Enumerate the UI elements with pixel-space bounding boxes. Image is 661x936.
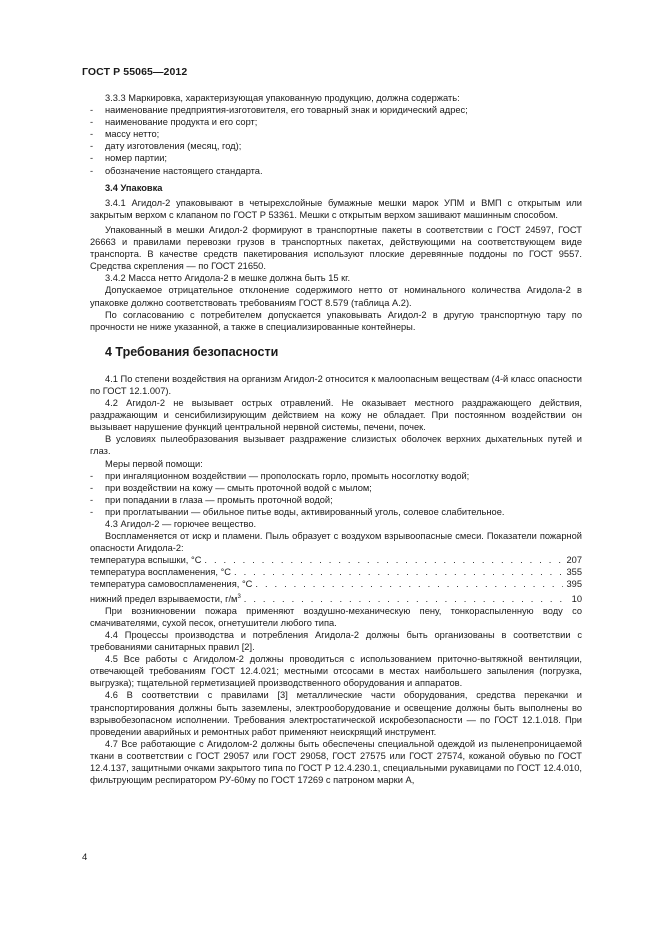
clause-4-1: 4.1 По степени воздействия на организм Агидол-2 относится к малоопасным веществам (4-й класс опасности по ГОСТ 12.1.007). [90,373,582,396]
document-header: ГОСТ Р 55065—2012 [82,66,188,78]
list-item: - номер партии; [90,152,582,164]
subsection-3-4-title: 3.4 Упаковка [105,182,163,193]
paragraph: По согласованию с потребителем допускается упаковывать Агидол-2 в другую транспортную тару по прочности не ниже указанной, а также в специализированные контейнеры. [90,309,582,332]
marking-list [90,104,582,177]
list-item: - при попадании в глаза — промыть проточной водой; [90,494,582,506]
list-item: - дату изготовления (месяц, год); [90,140,582,152]
clause-3-4-2: 3.4.2 Масса нетто Агидола-2 в мешке должна быть 15 кг. [105,273,351,284]
clause-4-7: 4.7 Все работающие с Агидолом-2 должны быть обеспечены специальной одеждой из пыленепроницаемой ткани в соответствии с ГОСТ 29057 или ГОСТ 29058, ГОСТ 27575 или ГОСТ 27574, кожаной обувью по ГОСТ 12.4.137, защитными очками закрытого типа по ГОСТ Р 12.4.230.1, специальными рукавицами по ГОСТ 12.4.010, фильтрующим респиратором РУ-60му по ГОСТ 17269 с патроном марки А, [90,738,582,786]
paragraph: Допускаемое отрицательное отклонение содержимого нетто от номинального количества Агидола-2 в упаковке должно соответствовать требованиям ГОСТ 8.579 (таблица А.2). [90,285,582,308]
indicator-label: нижний предел взрываемости, г/м [90,593,238,604]
indicator-value: 395 [566,579,582,590]
clause-4-4: 4.4 Процессы производства и потребления Агидола-2 должны быть организованы в соответствии с требованиями санитарных правил [2]. [90,629,582,653]
paragraph: Упакованный в мешки Агидол-2 формируют в транспортные пакеты в соответствии с ГОСТ 24597, ГОСТ 26663 и правилами перевозки грузов в транспортных пакетах, действующими на соответствующем виде транспорта. В качестве средств пакетирования используют плоские деревянные поддоны по ГОСТ 9557. Средства скрепления — по ГОСТ 21650. [90,224,582,272]
list-item: - массу нетто; [90,128,582,140]
list-item: - при проглатывании — обильное питье воды, активированный уголь, солевое слабительное. [90,506,582,518]
indicator-value: 10 [571,593,582,604]
section-4-title: 4 Требования безопасности [105,344,279,359]
list-item: - наименование предприятия-изготовителя, его товарный знак и юридический адрес; [90,104,582,116]
unit-superscript: 3 [237,593,241,600]
indicator-label: температура воспламенения, °С [90,567,231,578]
list-item: - при ингаляционном воздействии — прополоскать горло, промыть носоглотку водой; [90,470,582,482]
clause-4-5: 4.5 Все работы с Агидолом-2 должны проводиться с использованием приточно-вытяжной вентиляции, отвечающей требованиям ГОСТ 12.4.021; местными отсосами в местах наибольшего запыления (погрузка, выгрузка); тщательной герметизацией производственного оборудования и аппаратов. [90,654,582,689]
fire-hazard-row [90,554,582,566]
paragraph: При возникновении пожара применяют воздушно-механическую пену, тонкораспыленную воду со смачивателями, сухой песок, огнетушители любого типа. [90,605,582,628]
indicator-value: 207 [566,555,582,566]
first-aid-list [90,470,582,518]
clause-4-3: 4.3 Агидол-2 — горючее вещество. [105,519,257,529]
clause-3-3-3: 3.3.3 Маркировка, характеризующая упакованную продукцию, должна содержать: [105,93,460,103]
fire-hazard-row [90,578,582,590]
list-item: - наименование продукта и его сорт; [90,116,582,128]
list-item: - обозначение настоящего стандарта. [90,165,582,177]
indicator-value: 355 [566,567,582,578]
first-aid-intro: Меры первой помощи: [105,458,203,469]
fire-hazard-row [90,566,582,578]
clause-4-6: 4.6 В соответствии с правилами [3] металлические части оборудования, средства перекачки и транспортирования должны быть заземлены, электрооборудование и освещение должны быть выполнены во взрывобезопасном исполнении. Требования электростатической искробезопасности — по ГОСТ 12.1.018. При проведении аварийных и ремонтных работ применяют неискрящий инструмент. [90,690,582,737]
fire-hazard-list [90,554,582,604]
indicator-label: температура самовоспламенения, °С [90,579,253,590]
clause-4-2: 4.2 Агидол-2 не вызывает острых отравлений. Не оказывает местного раздражающего действия, раздражающим и сенсибилизирующим действием на кожу не обладает. При постоянном воздействии он вызывает нарушение функций центральной нервной системы, печени, почек. [90,398,582,433]
page-number: 4 [82,852,88,863]
document-body [90,92,582,786]
paragraph: В условиях пылеобразования вызывает раздражение слизистых оболочек верхних дыхательных путей и глаз. [90,434,582,457]
list-item: - при воздействии на кожу — смыть проточной водой с мылом; [90,482,582,494]
clause-3-4-1: 3.4.1 Агидол-2 упаковывают в четырехслойные бумажные мешки марок УПМ и ВМП с открытым или закрытым верхом с клапаном по ГОСТ Р 53361. Мешки с открытым верхом зашивают машинным способом. [90,197,582,220]
fire-hazard-row [90,591,582,605]
indicator-label: температура вспышки, °С [90,555,202,566]
paragraph: Воспламеняется от искр и пламени. Пыль образует с воздухом взрывоопасные смеси. Показатели пожарной опасности Агидола-2: [90,531,582,554]
